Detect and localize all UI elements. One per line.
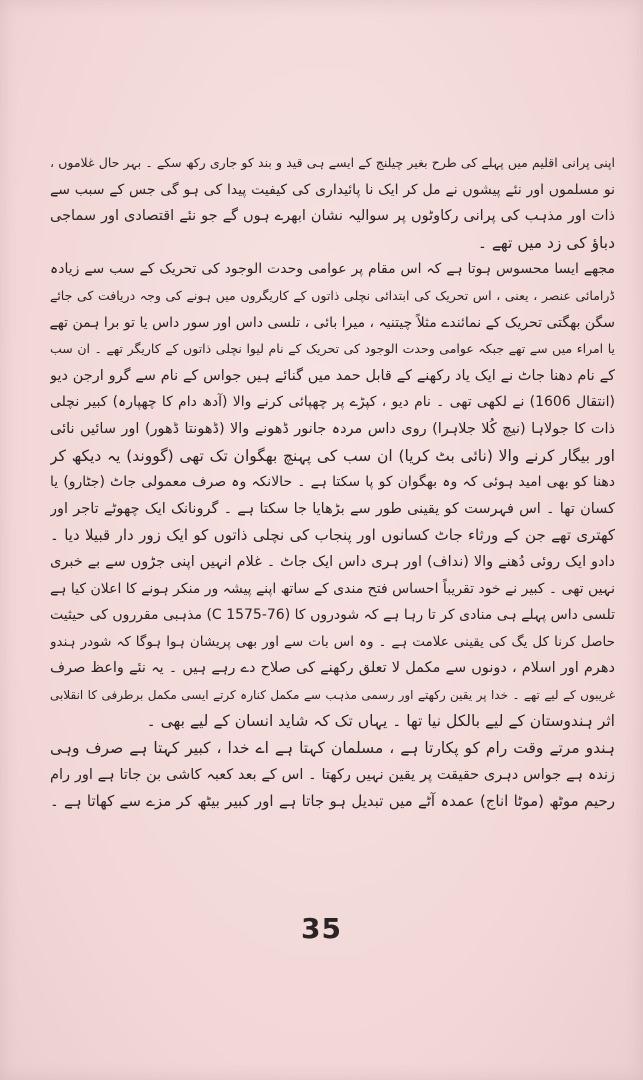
text-line: غریبوں کے لیے تھے ۔ خدا پر یقین رکھتے اور رسمی مذہب سے مکمل کنارہ کرتے ایسی مکمل برطرفی کا انقلابی [50, 687, 615, 702]
text-line: کے نام دھنا جاٹ نے ایک یاد رکھنے کے قابل حمد میں گنائے ہیں جواس کے نام سے گرو ارجن دیو [50, 367, 615, 384]
text-line: سگن بھگتی تحریک کے نمائندے مثلاً چیتنیہ ، میرا بائی ، تلسی داس اور سور داس یا تو برا ہمن تھے [50, 314, 615, 331]
text-line: اپنی پرانی اقلیم میں پہلے کی طرح بغیر چیلنج کے ایسے ہی قید و بند کو جاری رکھ سکے ۔ بہر حال غلاموں ، [50, 155, 615, 170]
text-line: ذات کا جولاہا (نیچ کُلا جلاہرا) روی داس مردہ جانور ڈھونے والا (ڈھونتا ڈھور) اور سائیں نائی [50, 420, 615, 437]
text-line: نہیں تھی ۔ کبیر نے خود تقریباً احساس فتح مندی کے ساتھ اپنے پیشہ ور منکر ہونے کا اعلان کیا ہے [50, 580, 615, 597]
text-line: اور بیگار کرنے والا (نائی بٹ کریا) ان سب کی پہنچ بھگوان تک تھی (گووند) یہ دیکھ کر [50, 446, 615, 465]
text-line: زندہ ہے جواس دہری حقیقت پر یقین نہیں رکھتا ۔ اس کے بعد کعبہ کاشی بن جاتا ہے اور رام [50, 766, 615, 783]
text-line: دباؤ کی زد میں تھے ۔ [477, 233, 615, 252]
urdu-text-block [50, 150, 615, 815]
text-line: یا امراء میں سے تھے جبکہ عوامی وحدت الوجود کی تحریک کے نام لیوا نچلی ذاتوں کے کاریگر تھے ۔ ان سب [50, 341, 615, 357]
text-line: ڈرامائی عنصر ، یعنی ، اس تحریک کی ابتدائی نچلی ذاتوں کے کاریگروں میں ہونے کی وجہ دریافت کی جائے [50, 287, 615, 303]
text-line: کسان تھا ۔ اس فہرست کو یقینی طور سے بڑھایا جا سکتا ہے ۔ گرونانک ایک چھوٹے تاجر اور [50, 500, 615, 517]
text-line: ذات اور مذہب کی پرانی رکاوٹوں پر سوالیہ نشان ابھرے ہوں گے جو نئے اقتصادی اور سماجی [50, 208, 615, 225]
text-line: تلسی داس پہلے ہی منادی کر تا رہا ہے کہ شودروں کا (C 1575-76) مذہبی مقرروں کی حیثیت [50, 607, 615, 624]
text-line: (انتقال 1606) نے لکھی تھی ۔ نام دیو ، کپڑے پر چھپائی کرنے والا (آدھ دام کا چھپارہ) کبیر نچلی [50, 394, 615, 411]
text-line: دھنا کو بھی امید ہوئی کہ وہ بھگوان کو پا سکتا ہے ۔ حالانکہ وہ صرف معمولی جاٹ (جٹارو) یا [50, 474, 615, 491]
text-line: رحیم موٹھ (موٹا اناج) عمدہ آٹے میں تبدیل ہو جاتا ہے اور کبیر بیٹھ کر مزے سے کھاتا ہے ۔ [50, 792, 615, 811]
text-line: کھتری تھے جن کے ورثاء جاٹ کسانوں اور پنجاب کی نچلی ذاتوں کو ایک زور دار قبیلا دیا ۔ [50, 526, 615, 545]
text-line: نو مسلموں اور نئے پیشوں نے مل کر ایک نا پائیداری کی کیفیت پیدا کی ہو گی جس کے سبب سے [50, 181, 615, 198]
text-line: اثر ہندوستان کے لیے بالکل نیا تھا ۔ یہاں تک کہ شاید انسان کے لیے بھی ۔ [146, 712, 615, 731]
text-line: ہندو مرتے وقت رام کو پکارتا ہے ، مسلمان کہتا ہے اے خدا ، کبیر کہتا ہے صرف وہی [50, 739, 615, 758]
text-line: دھرم اور اسلام ، دونوں سے مکمل لا تعلق رکھنے کی صلاح دے رہے ہیں ۔ یہ نئے واعظ صرف [50, 660, 615, 677]
page-number: 35 [301, 912, 342, 945]
text-line: مجھے ایسا محسوس ہوتا ہے کہ اس مقام پر عوامی وحدت الوجود کی تحریک کے سب سے زیادہ [50, 261, 615, 278]
text-line: حاصل کرنا کل یگ کی یقینی علامت ہے ۔ وہ اس بات سے اور بھی پریشان ہوا ہوگا کہ شودر ہندو [50, 633, 615, 650]
text-line: دادو ایک روئی دُھنے والا (نداف) اور ہری داس ایک جاٹ ۔ غلام انہیں اپنی جڑوں سے بے خبری [50, 553, 615, 570]
